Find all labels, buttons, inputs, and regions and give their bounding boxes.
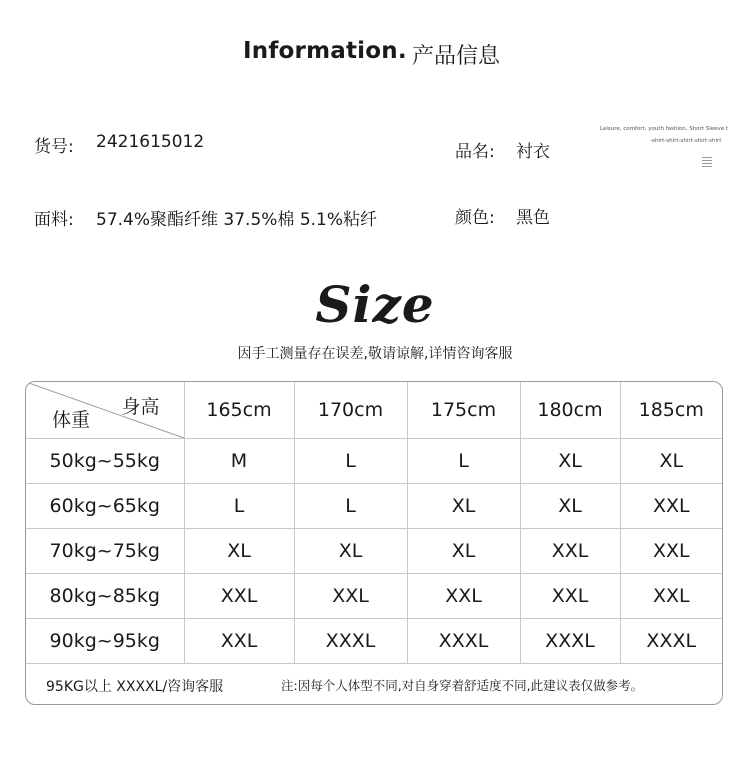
weight-cell: 70kg~75kg [26, 529, 184, 574]
size-cell: XXL [620, 529, 722, 574]
size-cell: L [294, 484, 407, 529]
title-english: Information. [243, 38, 407, 64]
height-col-header: 180cm [520, 382, 620, 439]
height-col-header: 165cm [184, 382, 294, 439]
oversize-note: 95KG以上 XXXXL/咨询客服 [46, 679, 224, 695]
size-cell: XXL [407, 574, 520, 619]
weight-cell: 50kg~55kg [26, 439, 184, 484]
height-col-header: 170cm [294, 382, 407, 439]
size-cell: XL [620, 439, 722, 484]
table-row [26, 574, 722, 619]
size-cell: L [294, 439, 407, 484]
size-cell: L [184, 484, 294, 529]
size-cell: XL [407, 529, 520, 574]
weight-cell: 60kg~65kg [26, 484, 184, 529]
size-cell: XXXL [294, 619, 407, 664]
size-cell: XXL [294, 574, 407, 619]
disclaimer-note: 注:因每个人体型不同,对自身穿着舒适度不同,此建议表仅做参考。 [281, 678, 644, 693]
size-cell: XXXL [520, 619, 620, 664]
size-cell: XL [520, 439, 620, 484]
size-cell: XL [407, 484, 520, 529]
size-chart-table [25, 381, 723, 705]
product-name-label: 品名: [455, 142, 495, 162]
size-cell: XXL [620, 484, 722, 529]
list-lines-icon [702, 155, 712, 169]
item-number-label: 货号: [34, 137, 74, 157]
diagonal-divider [26, 382, 184, 438]
size-cell: XXXL [407, 619, 520, 664]
height-col-header: 175cm [407, 382, 520, 439]
height-header: 身高 [121, 396, 160, 418]
measurement-note: 因手工测量存在误差,敬请谅解,详情咨询客服 [237, 346, 513, 362]
size-cell: XL [294, 529, 407, 574]
size-cell: M [184, 439, 294, 484]
color-label: 颜色: [455, 208, 495, 228]
weight-cell: 80kg~85kg [26, 574, 184, 619]
fabric-value: 57.4%聚酯纤维 37.5%棉 5.1%粘纤 [96, 210, 378, 230]
size-cell: XXL [520, 529, 620, 574]
size-cell: XL [184, 529, 294, 574]
weight-cell: 90kg~95kg [26, 619, 184, 664]
height-col-header: 185cm [620, 382, 722, 439]
size-logo: Size [315, 275, 435, 334]
table-row [26, 439, 722, 484]
size-cell: XXL [520, 574, 620, 619]
table-row [26, 484, 722, 529]
size-cell: XXXL [620, 619, 722, 664]
item-number-value: 2421615012 [96, 132, 205, 152]
product-name-value: 衬衣 [516, 142, 550, 162]
size-cell: L [407, 439, 520, 484]
decorative-text-line2: -shirt-shirt-shirt-shirt-shirt [650, 138, 722, 144]
size-cell: XL [520, 484, 620, 529]
size-cell: XXL [184, 619, 294, 664]
size-cell: XXL [620, 574, 722, 619]
fabric-label: 面料: [34, 210, 74, 230]
table-row [26, 529, 722, 574]
size-cell: XXL [184, 574, 294, 619]
weight-header: 体重 [52, 409, 91, 431]
table-row [26, 619, 722, 664]
title-chinese: 产品信息 [412, 44, 501, 69]
decorative-text-line1: Leisure, comfort, youth fashion, Short Sleeve t [600, 126, 729, 132]
color-value: 黑色 [516, 208, 550, 228]
table-corner-cell [26, 382, 184, 439]
